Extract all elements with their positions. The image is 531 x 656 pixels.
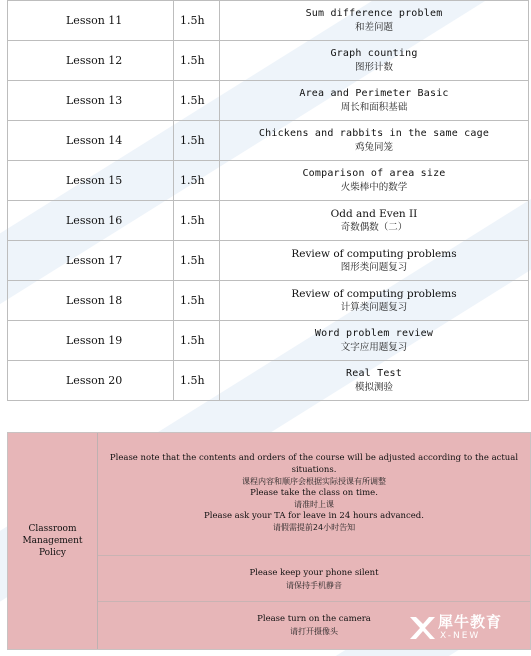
policy-text-cn: 课程内容和顺序会根据实际授课有所调整 [242, 477, 386, 486]
lesson-hours: 1.5h [174, 321, 220, 361]
lesson-hours: 1.5h [174, 41, 220, 81]
topic-en: Graph counting [330, 47, 418, 59]
lesson-topic [220, 81, 529, 121]
policy-text-en: Please note that the contents and orders of the course will be adjusted according to the actual situations. [109, 453, 519, 475]
lesson-topic [220, 1, 529, 41]
lesson-number: Lesson 18 [8, 281, 174, 321]
topic-cn: 和差问题 [354, 21, 393, 33]
lesson-hours: 1.5h [174, 1, 220, 41]
lesson-number: Lesson 12 [8, 41, 174, 81]
lesson-row [8, 201, 529, 241]
lesson-topic [220, 321, 529, 361]
lesson-topic [220, 281, 529, 321]
policy-text-en: Please ask your TA for leave in 24 hours advanced. [204, 510, 424, 521]
lesson-topic [220, 41, 529, 81]
lesson-hours: 1.5h [174, 81, 220, 121]
topic-en: Area and Perimeter Basic [299, 87, 449, 99]
policy-text-en: Please keep your phone silent [249, 568, 379, 578]
lesson-number: Lesson 17 [8, 241, 174, 281]
lesson-hours: 1.5h [174, 281, 220, 321]
policy-label-line: Classroom [28, 524, 77, 534]
topic-en: Real Test [346, 367, 402, 379]
topic-cn: 图形计数 [354, 61, 393, 73]
topic-en: Chickens and rabbits in the same cage [258, 127, 490, 139]
lesson-hours: 1.5h [174, 161, 220, 201]
topic-en: Review of computing problems [291, 247, 457, 260]
policy-block-phone [98, 568, 530, 591]
policy-text-cn: 请假需提前24小时告知 [272, 523, 356, 532]
lesson-row [8, 121, 529, 161]
topic-cn: 计算类问题复习 [340, 301, 408, 313]
lesson-topic [220, 161, 529, 201]
logo-name: 犀牛教育 [438, 613, 503, 631]
lesson-number: Lesson 13 [8, 81, 174, 121]
policy-label-line: Policy [38, 548, 66, 558]
policy-label-line: Management [22, 536, 83, 546]
divider [98, 601, 530, 602]
topic-en: Odd and Even II [330, 207, 418, 220]
policy-text-en: Please turn on the camera [257, 614, 371, 624]
lesson-number: Lesson 15 [8, 161, 174, 201]
policy-text-cn: 请保持手机静音 [286, 580, 342, 590]
topic-en: Sum difference problem [305, 7, 443, 19]
topic-en: Review of computing problems [291, 287, 457, 300]
lesson-number: Lesson 20 [8, 361, 174, 401]
lesson-hours: 1.5h [174, 121, 220, 161]
lesson-topic [220, 121, 529, 161]
topic-en: Comparison of area size [302, 167, 446, 179]
lesson-topic [220, 361, 529, 401]
policy-text-cn: 请准时上课 [294, 500, 334, 509]
lesson-row [8, 41, 529, 81]
lesson-row [8, 1, 529, 41]
topic-cn: 模拟测验 [354, 381, 393, 393]
lesson-number: Lesson 19 [8, 321, 174, 361]
lesson-number: Lesson 14 [8, 121, 174, 161]
policy-block-general [98, 453, 530, 534]
lesson-topic [220, 241, 529, 281]
lesson-hours: 1.5h [174, 241, 220, 281]
lesson-row [8, 281, 529, 321]
topic-cn: 鸡兔同笼 [354, 141, 393, 153]
divider [98, 555, 530, 556]
lesson-row [8, 161, 529, 201]
lesson-table [7, 0, 529, 401]
topic-cn: 火柴棒中的数学 [340, 181, 408, 193]
logo-sub: X-NEW [440, 631, 481, 641]
topic-en: Word problem review [314, 327, 434, 339]
policy-text-cn: 请打开摄像头 [290, 626, 338, 636]
lesson-number: Lesson 11 [8, 1, 174, 41]
brand-logo [408, 609, 528, 649]
lesson-number: Lesson 16 [8, 201, 174, 241]
lesson-row [8, 361, 529, 401]
topic-cn: 文字应用题复习 [340, 341, 408, 353]
lesson-row [8, 321, 529, 361]
policy-label [8, 433, 98, 649]
rhino-mark-icon [408, 613, 436, 643]
lesson-topic [220, 201, 529, 241]
topic-cn: 奇数偶数（二） [340, 221, 408, 233]
topic-cn: 图形类问题复习 [340, 261, 408, 273]
lesson-hours: 1.5h [174, 201, 220, 241]
policy-text-en: Please take the class on time. [250, 487, 378, 498]
lesson-hours: 1.5h [174, 361, 220, 401]
lesson-row [8, 241, 529, 281]
topic-cn: 周长和面积基础 [340, 101, 408, 113]
lesson-row [8, 81, 529, 121]
